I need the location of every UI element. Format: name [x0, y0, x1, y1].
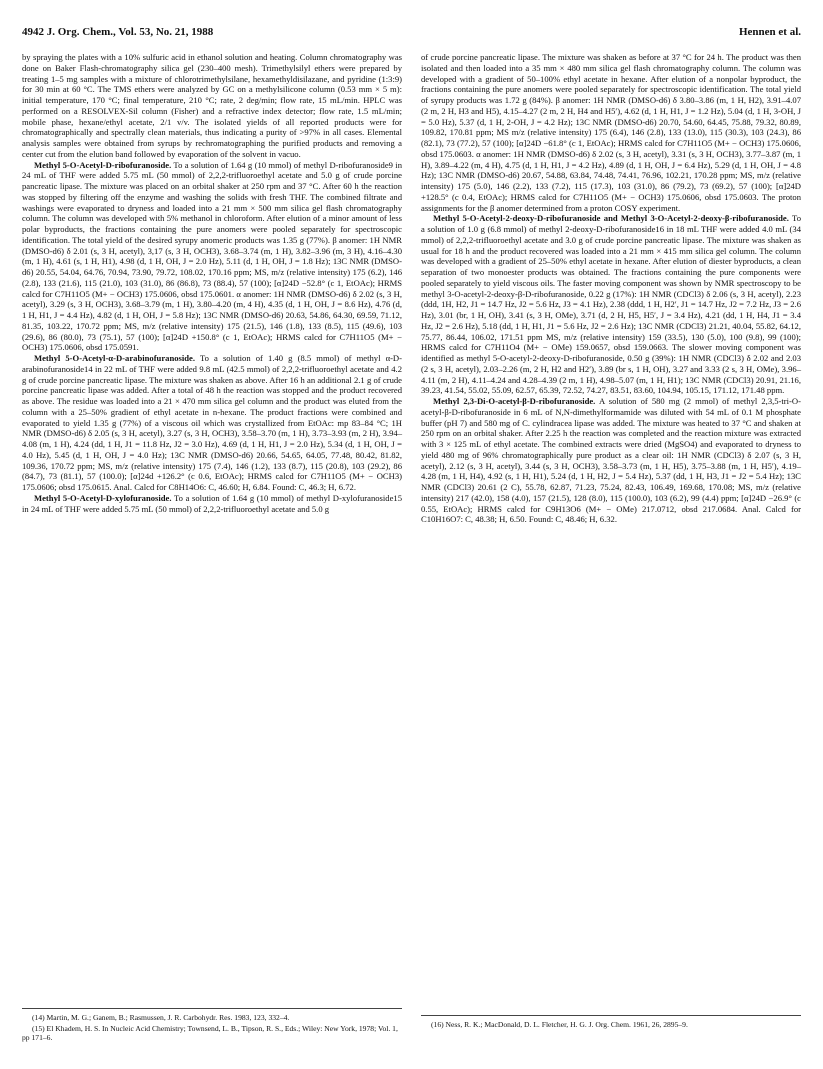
footnote: (15) El Khadem, H. S. In Nucleic Acid Chemistry; Townsend, L. B., Tipson, R. S., Eds.; Wiley: New York, 1978; Vol. 1, pp 171–6. — [22, 1024, 398, 1042]
section-heading: Methyl 5-O-Acetyl-D-ribofuranoside. — [34, 159, 172, 170]
footnote: (16) Ness, R. K.; MacDonald, D. L. Fletcher, H. G. J. Org. Chem. 1961, 26, 2895–9. — [431, 1020, 688, 1029]
section-heading: Methyl 2,3-Di-O-acetyl-β-D-ribofuranoside. — [433, 396, 596, 406]
section-heading: Methyl 5-O-Acetyl-2-deoxy-D-ribofuranoside and Methyl 3-O-Acetyl-2-deoxy-β-ribofuranoside. — [433, 213, 789, 224]
right-column — [421, 52, 801, 1012]
footnote: (14) Martin, M. G.; Ganem, B.; Rasmussen, J. R. Carbohydr. Res. 1983, 123, 332–4. — [32, 1013, 290, 1022]
footnotes-right — [421, 1015, 801, 1031]
footnotes-left — [22, 1008, 402, 1044]
paragraph: Methyl 5-O-Acetyl-2-deoxy-D-ribofuranoside and Methyl 3-O-Acetyl-2-deoxy-β-ribofuranoside. To a solution of 1.0 g (6.8 mmol) of methyl 2-deoxy-D-ribofuranoside16 in 18 mL THF were added 4.0 mL (34 mmol) of 2,2,2-trifluoroethyl acetate and 3.0 g of crude porcine pancreatic lipase. The mixture was shaken as usual for 18 h and the product recovered was loaded into a 21 mm × 415 mm silica gel column. The column was developed with a gradient of 25–50% ethyl acetate in hexane. After elution of diester byproducts, a clean separation of two monoester products was obtained. The fractions containing the pure components were pooled separately to yield viscous oils. The faster moving component was shown by NMR spectroscopy to be methyl 3-O-acetyl-2-deoxy-β-D-ribofuranoside, 0.22 g (17%): 1H NMR (CDCl3) δ 2.06 (s, 3 H, acetyl), 2.23 (ddd, 1H, H2, J1 = 14.7 Hz, J2 = 5.6 Hz, J3 = 4.1 Hz), 2.38 (ddd, 1 H, H2′, J1 = 14.7 Hz, J2 = 7.2 Hz, J3 = 2.6 Hz), 3.01 (br, 1 H, OH), 3.41 (s, 3 H, OMe), 3.71 (d, 2 H, H5, H5′, J = 3.4 Hz), 4.21 (dd, 1 H, H4, J1 = 3.4 Hz, J2 = 2.6 Hz), 5.18 (dd, 1 H, H1, J1 = 5.6 Hz, J2 = 2.6 Hz); 13C NMR (CDCl3) 21.21, 40.04, 55.82, 64.12, 75.77, 86.44, 106.02, 171.51 ppm MS, m/z (relative intensity) 159 (33.5), 130 (5.0), 100 (9.8), 99 (100); HRMS calcd for C7H11O4 (M+ − OMe) 159.0657, obsd 159.0663. The slower moving component was identified as methyl 5-O-acetyl-2-deoxy-D-ribofuranoside, 0.50 g (39%): 1H NMR (CDCl3) δ 2.02 and 2.03 (2 s, 3 H, acetyl), 2.03–2.26 (m, 2 H, H2 and H2′), 3.89 (br s, 1 H, OH), 3.27 and 3.33 (2 s, 3 H, OMe), 3.96–4.11 (m, 2 H), 4.11–4.24 and 4.28–4.39 (2 m, 1 H), 4.98–5.07 (m, 1 H, H1); 13C NMR (CDCl3) 20.91, 21.16, 39.23, 41.54, 55.02, 55.09, 62.57, 65.39, 72.52, 74.27, 83.51, 83.60, 104.94, 105.15, 171.12, 171.48 ppm. — [421, 213, 801, 396]
paragraph: Methyl 5-O-Acetyl-α-D-arabinofuranoside. To a solution of 1.40 g (8.5 mmol) of methyl α-D-arabinofuranoside14 in 22 mL of THF were added 9.8 mL (42.5 mmol) of 2,2,2-trifluoroethyl acetate and 4.2 g of crude porcine pancreatic lipase. The mixture was shaken as above. After 16 h an additional 2.1 g of crude porcine pancreatic lipase was added. After a total of 48 h the reaction was stopped and the product recovered as above. The residue was loaded into a 21 × 470 mm silica gel column and the product was eluted from the column with a 25–50% gradient of ethyl acetate in n-hexane. The product fractions were combined and evaporated to yield 1.35 g (77%) of a viscous oil which was crystallized from EtOAc: mp 83–84 °C; 1H NMR (DMSO-d6) δ 2.05 (s, 3 H, acetyl), 3.27 (s, 3 H, OCH3), 3.58–3.70 (m, 1 H), 3.73–3.93 (m, 2 H), 3.94–4.08 (m, 1 H), 4.24 (dd, 1 H, J1 = 11.8 Hz, J2 = 3.0 Hz), 4.69 (d, 1 H, H1, J = 2.0 Hz), 5.34 (d, 1 H, OH, J = 4.0 Hz), 5.45 (d, 1 H, OH, J = 4.0 Hz); 13C NMR (DMSO-d6) 20.66, 54.65, 64.05, 77.48, 80.42, 81.82, 109.36, 170.72 ppm; MS, m/z (relative intensity) 175 (7.4), 146 (1.2), 133 (8.7), 115 (20.8), 103 (29.2), 86 (84.7), 73 (81.1), 57 (100.0); [α]24d +126.2° (c 0.6, EtOAc); HRMS calcd for C7H11O5 (M+ − OCH3) 175.0606; obsd 175.0615. Anal. Calcd for C8H14O6: C, 46.60; H, 6.84. Found: C, 46.3; H, 6.72. — [22, 353, 403, 492]
paragraph: Methyl 5-O-Acetyl-D-ribofuranoside. To a solution of 1.64 g (10 mmol) of methyl D-ribofuranoside9 in 24 mL of THF were added 5.75 mL (50 mmol) of 2,2,2-trifluoroethyl acetate and 5.0 g of crude porcine pancreatic lipase. The mixture was placed on an orbital shaker at 250 rpm and 37 °C. After 60 h the reaction was stopped by filtering off the enzyme and washing the solids with fresh THF. The combined filtrate and washings were evaporated to dryness and loaded into a 21 mm × 500 mm silica gel flash chromatography column. The column was developed with 5% methanol in chloroform. After elution of a minor amount of less polar byproducts, the fractions containing the pure anomers were pooled separately for spectroscopic identification. The total yield of the desired syrupy anomeric products was 1.35 g (77%). β anomer: 1H NMR (DMSO-d6) δ 2.01 (s, 3 H, acetyl), 3,17 (s, 3 H, OCH3), 3.68–3.74 (m, 1 H), 3.82–3.96 (m, 3 H), 4.16–4.30 (m, 1 H), 4.61 (s, 1 H, H1), 4.98 (d, 1 H, OH, J = 2.0 Hz), 5.11 (d, 1 H, OH, J = 1.8 Hz); 13C NMR (DMSO-d6) 20.55, 54.04, 64.76, 70.94, 73.90, 79.72, 108.02, 170.16 ppm; MS, m/z (relative intensity) 175 (6.2), 146 (2.8), 133 (21.6), 115 (21.0), 103 (31.0), 86 (86.8), 73 (88.4), 57 (100); [α]24D −52.8° (c 1, EtOAc); HRMS calcd for C7H11O5 (M+ − OCH3) 175.0606, obsd 175.0601. α anomer: 1H NMR (DMSO-d6) δ 2.02 (s, 3 H, acetyl), 3.29 (s, 3 H, OCH3), 3.68–3.79 (m, 1 H), 3.80–4.20 (m, 4 H), 4.35 (d, 1 H, OH, J = 8.6 Hz), 4.76 (d, 1 H, H1, J = 4.4 Hz), 4.82 (d, 1 H, OH, J = 5.8 Hz); 13C NMR (DMSO-d6) 20.63, 54.86, 64.30, 69.59, 71.12, 81.35, 103.22, 170.72 ppm; MS, m/z (relative intensity) 175 (21.5), 146 (1.8), 133 (8.5), 115 (49.6), 103 (29.6), 86 (80.0), 73 (75.1), 57 (100); [α]24D +150.8° (c 1, EtOAc); HRMS calcd for C7H11O5 (M+ − OCH3) 175.0606, obsd 175.0591. — [22, 159, 402, 353]
section-heading: Methyl 5-O-Acetyl-α-D-arabinofuranoside. — [34, 353, 195, 363]
paragraph: Methyl 5-O-Acetyl-D-xylofuranoside. To a solution of 1.64 g (10 mmol) of methyl D-xylofuranoside15 in 24 mL of THF were added 5.75 mL (50 mmol) of 2,2,2-trifluoroethyl acetate and 5.0 g — [22, 492, 402, 514]
running-header — [22, 26, 801, 42]
paragraph: by spraying the plates with a 10% sulfuric acid in ethanol solution and heating. Column chromatography was done on Baker Flash-chromatography silica gel (230–400 mesh). Trimethylsilyl ethers were prepared by treating 1–5 mg samples with a mixture of chlorotrimethylsilane, hexamethyldisilazane, and pyridine (1:3:9) for 30 min at 60 °C. The TMS ethers were analyzed by GC on a methylsilicone column (0.53 mm × 5 m): initial temperature, 170 °C; final temperature, 210 °C; rate, 2 deg/min; flow rate, 15 mL/min. HPLC was performed on a RESOLVEX-Sil column (Fisher) and a refractive index detector; flow rate, 1.5 mL/min; mobile phase, hexane/ethyl acetate, 2/1 v/v. The isolated yields of all reported products were for chromatographically and spectrally clean materials, thus indicating a purity of >97% in all cases. Elemental analysis samples were obtained from syrups by rechromatographing the purified products and removing a center cut from the elution band followed by evaporation of the solvent in vacuo. — [22, 52, 402, 159]
paragraph: Methyl 2,3-Di-O-acetyl-β-D-ribofuranoside. A solution of 580 mg (2 mmol) of methyl 2,3,5-tri-O-acetyl-β-D-ribofuranoside in 6 mL of N,N-dimethylformamide was diluted with 54 mL of 0.1 M phosphate buffer (pH 7) and 580 mg of C. cylindracea lipase was added. The mixture was heated to 37 °C and shaken at 250 rpm on an orbital shaker. After 2.25 h the reaction was completed and the reaction mixture was extracted with 3 × 125 mL of ethyl acetate. The combined extracts were dried (MgSO4) and evaporated to dryness to yield 480 mg of 96% chromatographically pure product as a clear oil: 1H NMR (CDCl3) δ 2.07 (s, 3 H, acetyl), 2.12 (s, 3 H, acetyl), 3.44 (s, 3 H, OCH3), 3.58–3.73 (m, 1 H, H5), 3.75–3.88 (m, 1 H, H5′), 4.19–4.28 (m, 1 H, H4), 4.92 (s, 1 H, H1), 5.24 (d, 1 H, H2, J = 5.4 Hz), 5.37 (dd, 1 H, H3, J1 = J2 = 5.4 Hz); 13C NMR (CDCl3) 20.61 (2 C), 55.78, 62.87, 71.23, 75.24, 82.43, 106.49, 169.68, 170.08; MS, m/z (relative intensity) 217 (42.0), 158 (4.0), 157 (21.5), 128 (8.0), 115 (100.0), 103 (6.2), 99 (4.4) ppm; [α]24D −26.9° (c 0.55, EtOAc); HRMS calcd for C9H13O6 (M+ − OMe) 217.0712, obsd 217.0684. Anal. Calcd for C10H16O7: C, 48.38; H, 6.50. Found: C, 48.46; H, 6.32. — [421, 396, 801, 525]
authors-header: Hennen et al. — [738, 26, 801, 38]
paragraph: of crude porcine pancreatic lipase. The mixture was shaken as before at 37 °C for 24 h. The product was then isolated and then loaded into a 35 mm × 480 mm silica gel flash chromatography column. The column was developed with a gradient of 50–100% ethyl acetate in hexane. After elution of a nonpolar byproduct, the fractions containing the pure anomers were pooled separately for spectroscopic identification. The total yield of syrupy products was 1.72 g (84%). β anomer: 1H NMR (DMSO-d6) δ 3.80–3.86 (m, 1 H, H2), 3.91–4.07 (2 m, 2 H, H3 and H5), 4.15–4.27 (2 m, 2 H, H4 and H5′), 4.62 (d, 1 H, H1, J = 1.2 Hz), 5.04 (d, 1 H, 3-OH, J = 5.0 Hz), 5.37 (d, 1 H, 2-OH, J = 4.2 Hz); 13C NMR (DMSO-d6) 20.70, 54.60, 64.45, 75.88, 79.32, 80.89, 109.82, 170.81 ppm; MS m/z (relative intensity) 175 (6.4), 146 (2.8), 133 (13.0), 115 (30.3), 103 (24.3), 86 (82.1), 73 (77.2), 57 (100); [α]24D −61.8° (c 1, EtOAc); HRMS calcd for C7H11O5 (M+ − OCH3) 175.0606, obsd 175.0603. α anomer: 1H NMR (DMSO-d6) δ 2.02 (s, 3 H, acetyl), 3.31 (s, 3 H, OCH3), 3.77–3.87 (m, 1 H), 3.89–4.22 (m, 4 H), 4.75 (d, 1 H, H1, J = 4.2 Hz), 4.89 (d, 1 H, OH, J = 6.4 Hz), 5.29 (d, 1 H, OH, J = 4.8 Hz); 13C NMR (DMSO-d6) 20.67, 54.88, 63.84, 74.48, 74.41, 76.96, 102.21, 170.28 ppm; MS, m/z (relative intensity) 175 (5.0), 146 (2.2), 133 (7.2), 115 (17.3), 103 (31.0), 86 (79.2), 73 (69.2), 57 (100); [α]24D +128.5° (c 0.4, EtOAc); HRMS calcd for C7H11O5 (M+ − OCH3) 175.0606, obsd 175.0603. The proton assignments for the β anomer determined from a proton COSY experiment. — [421, 52, 801, 213]
left-column — [22, 52, 402, 1007]
section-heading: Methyl 5-O-Acetyl-D-xylofuranoside. — [34, 492, 172, 503]
journal-citation-header: 4942 J. Org. Chem., Vol. 53, No. 21, 1988 — [22, 26, 214, 38]
